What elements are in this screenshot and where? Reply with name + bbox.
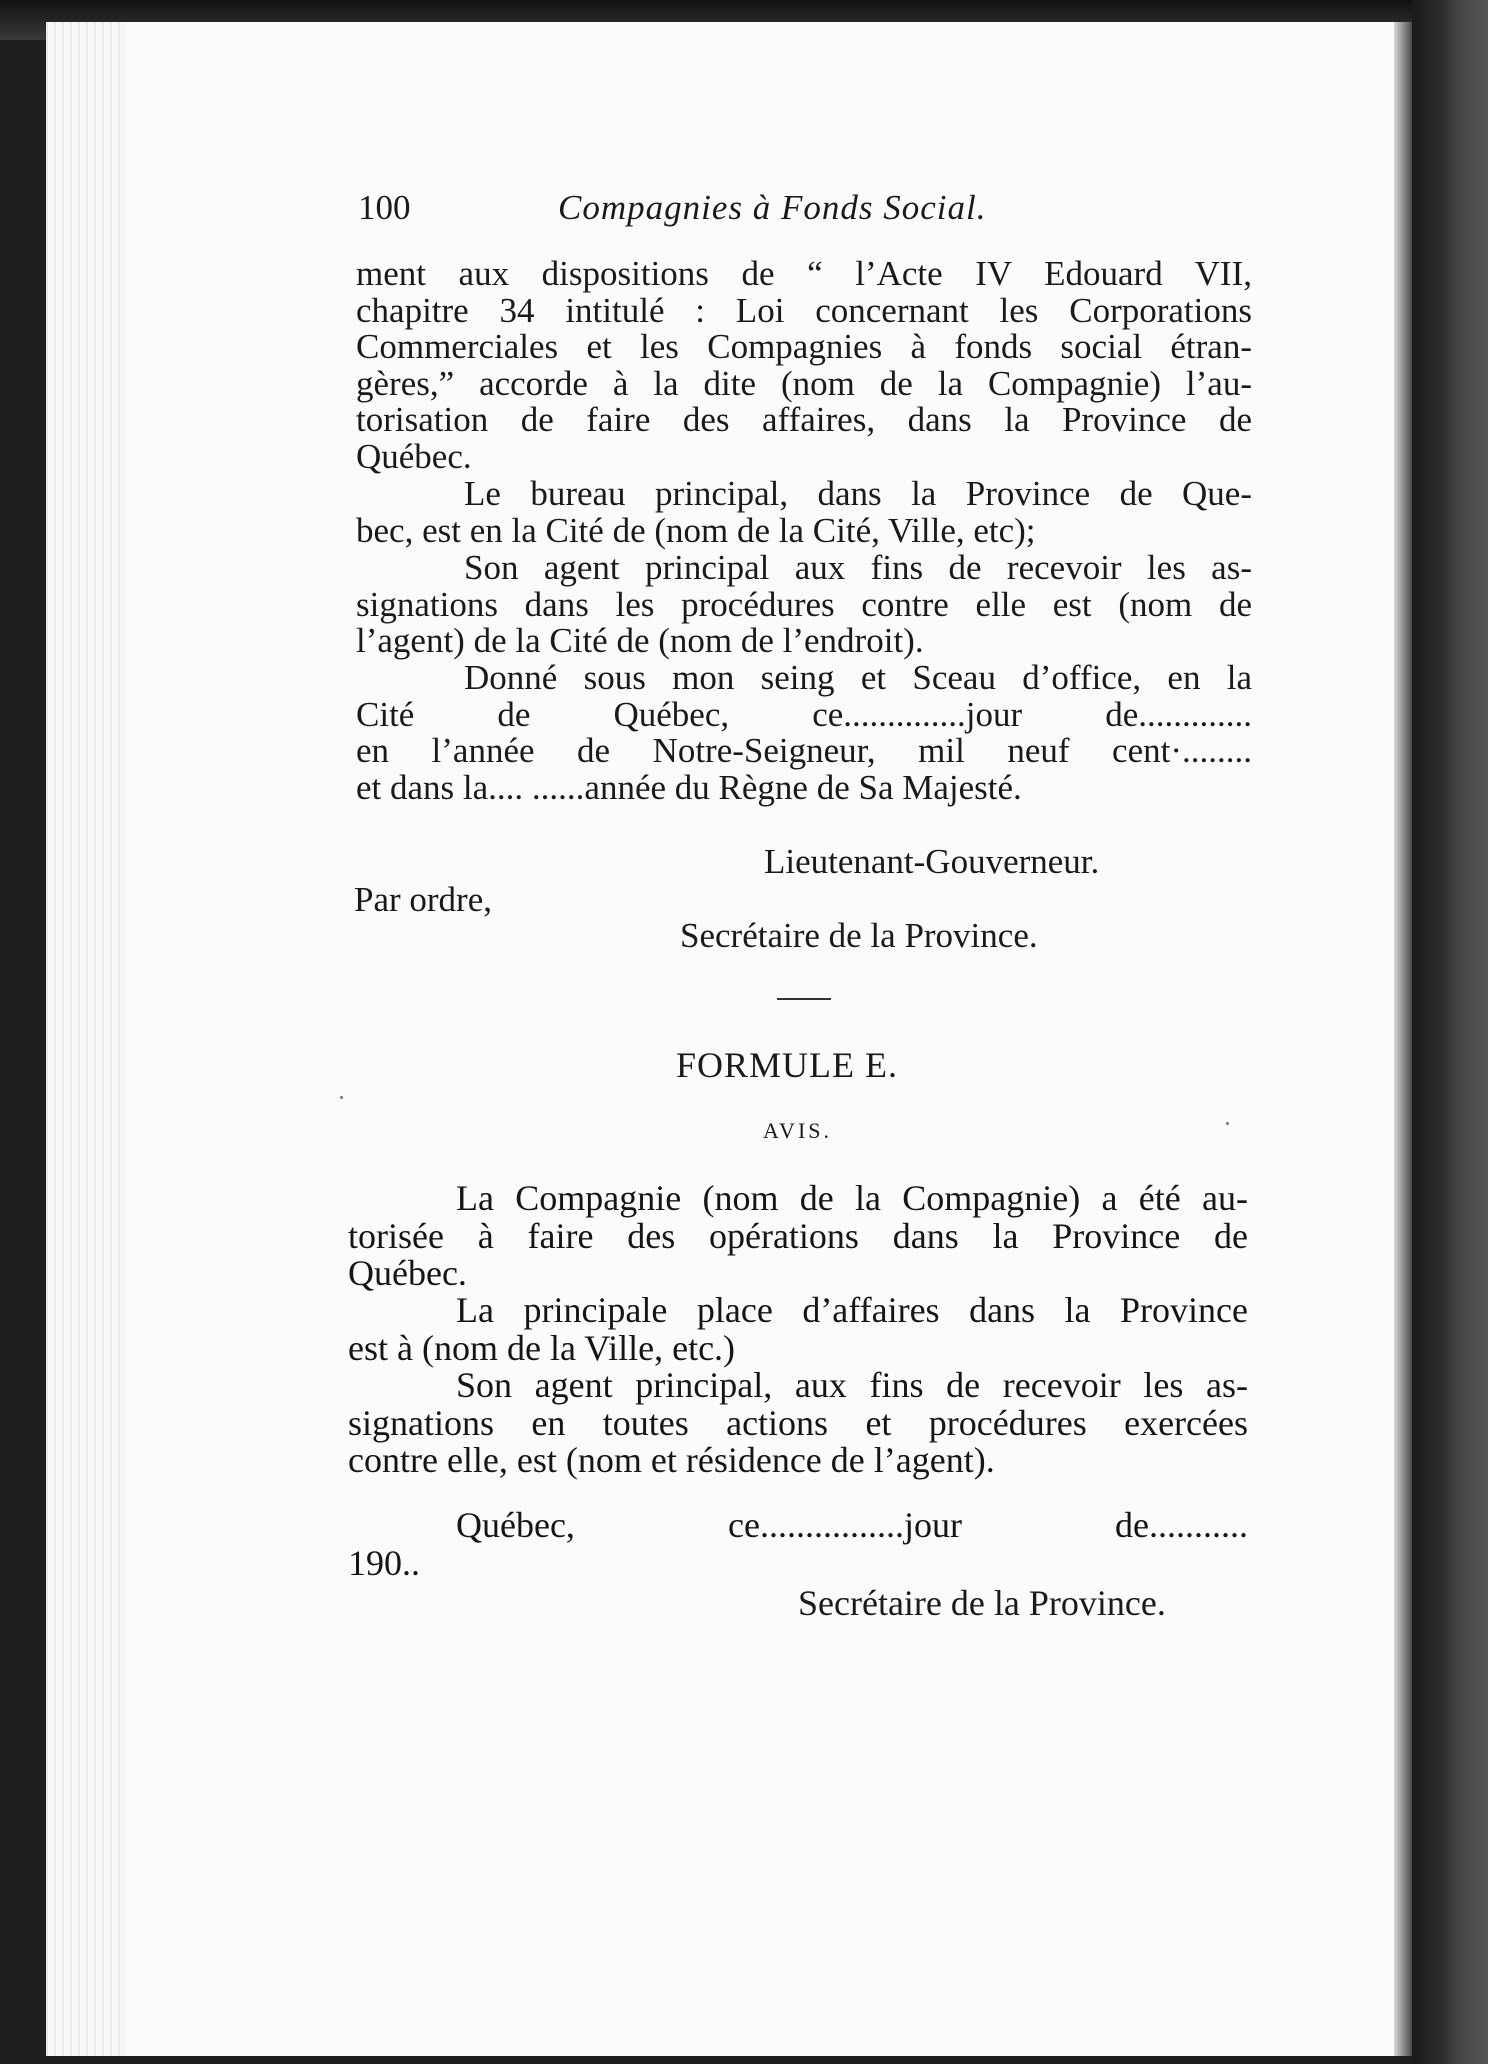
text-line: La principale place d’affaires dans la Province bbox=[456, 1290, 1248, 1330]
running-head: Compagnies à Fonds Social. bbox=[558, 188, 987, 227]
text-line: est à (nom de la Ville, etc.) bbox=[348, 1327, 736, 1368]
text-line: chapitre 34 intitulé : Loi concernant les Corporations bbox=[356, 290, 1252, 330]
proclamation-paragraph-2 bbox=[356, 476, 1252, 549]
scan-speck bbox=[1226, 1122, 1229, 1125]
text-line: et dans la.... ......année du Règne de Sa Majesté. bbox=[356, 767, 1022, 807]
avis-paragraph-1 bbox=[348, 1180, 1248, 1293]
text-line: Son agent principal aux fins de recevoir les as- bbox=[464, 548, 1252, 587]
page-edges-left bbox=[46, 22, 126, 2056]
text-line: torisée à faire des opérations dans la Province de bbox=[348, 1215, 1248, 1256]
text-line: ment aux dispositions de “ l’Acte IV Edouard VII, bbox=[356, 254, 1252, 293]
avis-secretaire-signature: Secrétaire de la Province. bbox=[798, 1583, 1166, 1623]
formule-subtitle: AVIS. bbox=[763, 1118, 833, 1143]
text-line: Québec. bbox=[348, 1253, 467, 1293]
par-ordre-label: Par ordre, bbox=[354, 880, 493, 919]
lieutenant-governor-signature: Lieutenant-Gouverneur. bbox=[764, 842, 1100, 881]
year-line: 190.. bbox=[348, 1542, 420, 1583]
book-cover-edge bbox=[1412, 0, 1488, 2064]
avis-paragraph-2 bbox=[348, 1292, 1248, 1367]
proclamation-paragraph-1 bbox=[356, 256, 1252, 475]
text-line: en l’année de Notre-Seigneur, mil neuf cent·........ bbox=[356, 731, 1252, 770]
text-line: Donné sous mon seing et Sceau d’office, en la bbox=[464, 658, 1252, 697]
date-line: Québec, ce................jour de........... bbox=[456, 1505, 1248, 1545]
text-line: La Compagnie (nom de la Compagnie) a été au- bbox=[456, 1178, 1248, 1218]
avis-date-block bbox=[348, 1507, 1248, 1582]
section-divider bbox=[777, 998, 831, 1000]
text-line: l’agent) de la Cité de (nom de l’endroit). bbox=[356, 621, 924, 660]
formule-title: FORMULE E. bbox=[676, 1045, 899, 1085]
text-line: bec, est en la Cité de (nom de la Cité, Ville, etc); bbox=[356, 510, 1036, 550]
text-line: Québec. bbox=[356, 436, 472, 476]
text-line: torisation de faire des affaires, dans la Province de bbox=[356, 400, 1252, 439]
proclamation-paragraph-4 bbox=[356, 660, 1252, 806]
text-line: Le bureau principal, dans la Province de Que- bbox=[464, 474, 1252, 513]
text-line: signations dans les procédures contre elle est (nom de bbox=[356, 584, 1252, 624]
text-line: Cité de Québec, ce..............jour de............. bbox=[356, 694, 1252, 734]
text-line: Commerciales et les Compagnies à fonds social étran- bbox=[356, 327, 1252, 366]
text-line: signations en toutes actions et procédures exercées bbox=[348, 1402, 1248, 1443]
scan-speck bbox=[340, 1096, 343, 1099]
text-line: gères,” accorde à la dite (nom de la Compagnie) l’au- bbox=[356, 363, 1252, 403]
book-gutter bbox=[1394, 22, 1412, 2056]
text-line: Son agent principal, aux fins de recevoir les as- bbox=[456, 1365, 1248, 1405]
proclamation-paragraph-3 bbox=[356, 550, 1252, 660]
page-number: 100 bbox=[358, 188, 411, 227]
avis-paragraph-3 bbox=[348, 1367, 1248, 1480]
text-line: contre elle, est (nom et résidence de l’agent). bbox=[348, 1440, 995, 1480]
secretaire-signature: Secrétaire de la Province. bbox=[680, 916, 1038, 955]
